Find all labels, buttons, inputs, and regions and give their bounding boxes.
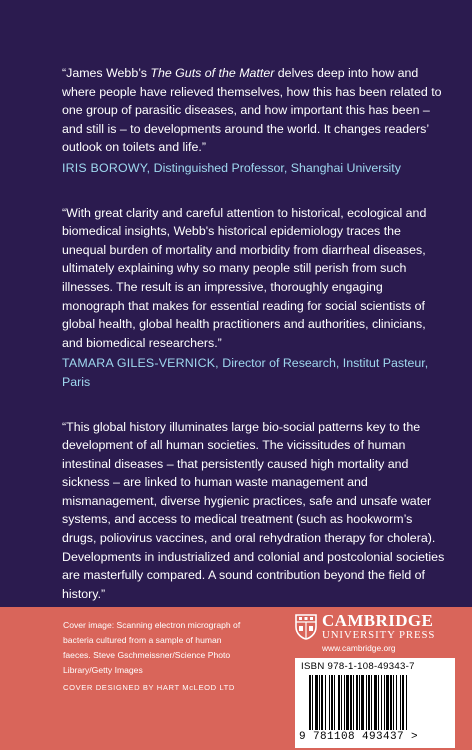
endorsement-quote: “This global history illuminates large bio-social patterns key to the development of all human societies. The vicissitudes of human intestinal diseases – that persistently caused high mortality and sickness – are linked to human waste management and mismanagement, diverse hygienic practices, safe and unsafe water systems, and access to medical treatment (such as hookworm’s drugs, poliovirus vaccines, and oral rehydration therapy for cholera). Developments in industrialized and colonial and postcolonial societies are masterfully compared. A sound contribution beyond the field of history.” [62, 419, 445, 601]
endorsement-cueto [62, 418, 447, 625]
endorser-affiliation: Director of Research, Institut Pasteur, Paris [62, 356, 429, 389]
endorser-affiliation: Distinguished Professor, Shanghai University [150, 160, 401, 175]
endorsement-quote: “With great clarity and careful attention to historical, ecological and biomedical insights, Webb's historical epidemiology traces the unequal burden of mortality and morbidity from diarrheal diseases, ultimately explaining why so many people still perish from such illnesses. The result is an impressive, thoroughly engaging monograph that makes for essential reading for social scientists of global health, global health practitioners and authorities, clinicians, and biomedical researchers.” [62, 205, 427, 350]
endorsement-giles-vernick [62, 204, 447, 392]
quote-text-start: “James Webb’s [62, 66, 151, 80]
publisher-block [295, 610, 455, 743]
book-title: The Guts of the Matter [150, 66, 275, 80]
endorsement-attribution [62, 354, 447, 391]
publisher-name: CAMBRIDGE [322, 611, 434, 630]
isbn-label: ISBN 978-1-108-49343-7 [301, 661, 415, 672]
cover-designer-credit: COVER DESIGNED BY HART McLEOD LTD [63, 683, 235, 692]
publisher-subtitle: UNIVERSITY PRESS [322, 629, 436, 641]
endorsement-attribution [62, 159, 447, 178]
barcode-icon [309, 675, 443, 730]
endorsement-borowy [62, 64, 447, 178]
isbn-barcode-box [295, 658, 455, 748]
endorsements [62, 64, 447, 650]
publisher-url: www.cambridge.org [322, 643, 396, 653]
endorser-name: TAMARA GILES-VERNICK, [62, 356, 219, 371]
endorser-name: IRIS BOROWY, [62, 160, 151, 175]
endorsement-quote [62, 64, 447, 157]
quote-text-rest: delves deep into how and where people have relieved themselves, how this has been related to one group of parasitic diseases, and how important this has been – and still is – to developments around the world. It changes readers’ outlook on toilets and life.” [62, 66, 442, 155]
cover-image-credit: Cover image: Scanning electron micrograph of bacteria cultured from a sample of human faeces. Steve Gschmeissner/Science Photo Library/Getty Images [63, 620, 241, 675]
cambridge-crest-icon [295, 614, 317, 640]
barcode-digits: 9 781108 493437 > [299, 731, 419, 743]
